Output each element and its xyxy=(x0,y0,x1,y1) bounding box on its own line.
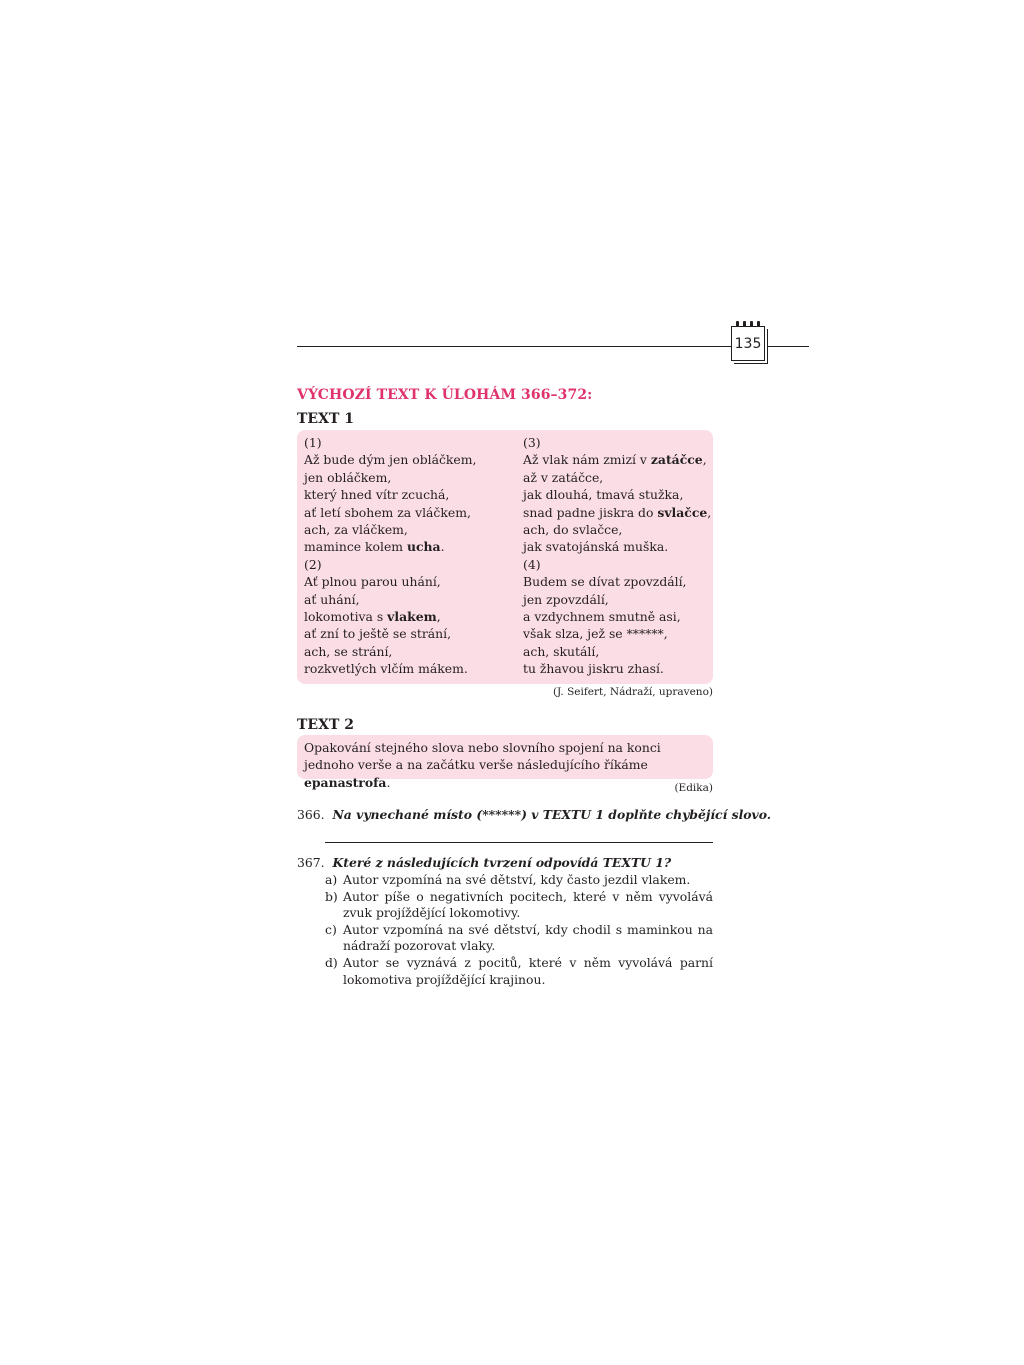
poem-line: jak dlouhá, tmavá stužka, xyxy=(523,487,684,503)
text1-poem-box xyxy=(297,430,713,684)
poem-line: Budem se dívat zpovzdálí, xyxy=(523,574,687,590)
poem-line: Ať plnou parou uhání, xyxy=(304,574,441,590)
poem-line: až v zatáčce, xyxy=(523,469,604,485)
poem-line: ať uhání, xyxy=(304,591,360,607)
answer-option-d[interactable] xyxy=(325,955,713,988)
bold-term: epanastrofa xyxy=(304,774,387,790)
poem-right-column xyxy=(523,434,711,678)
text2-source: (Edika) xyxy=(674,782,713,794)
page-number: 135 xyxy=(731,326,765,361)
bold-word: zatáčce xyxy=(650,452,703,468)
option-text: Autor se vyznává z pocitů, které v něm vyvolává parní lokomotiva projíždějící krajinou. xyxy=(343,954,713,987)
task-question: Které z následujících tvrzení odpovídá TEXTU 1? xyxy=(332,855,672,870)
task-367 xyxy=(297,854,671,871)
poem-line: jak svatojánská muška. xyxy=(523,539,669,555)
option-letter: d) xyxy=(325,954,338,970)
poem-line: ach, za vláčkem, xyxy=(304,522,408,538)
poem-line: ach, skutálí, xyxy=(523,643,600,659)
stanza-number: (2) xyxy=(304,556,322,572)
task-number: 367. xyxy=(297,855,325,870)
poem-line: ach, do svlačce, xyxy=(523,522,623,538)
poem-line: rozkvetlých vlčím mákem. xyxy=(304,661,468,677)
answer-option-b[interactable] xyxy=(325,889,713,922)
poem-line: a vzdychnem smutně asi, xyxy=(523,609,681,625)
bold-word: svlačce xyxy=(657,504,708,520)
option-letter: b) xyxy=(325,888,338,904)
poem-line: však slza, jež se ******, xyxy=(523,626,668,642)
bold-word: ucha xyxy=(407,539,441,555)
stanza-number: (1) xyxy=(304,435,322,450)
poem-line: jen zpovzdálí, xyxy=(523,591,609,607)
answer-options xyxy=(325,872,713,988)
poem-line: ať zní to ještě se strání, xyxy=(304,626,452,642)
task-366 xyxy=(297,806,771,823)
poem-line: ať letí sbohem za vláčkem, xyxy=(304,504,471,520)
stanza-number: (3) xyxy=(523,435,541,450)
stanza-number: (4) xyxy=(523,556,541,572)
poem-left-column xyxy=(304,434,476,678)
text2-label: TEXT 2 xyxy=(297,717,354,733)
answer-option-a[interactable] xyxy=(325,872,713,889)
task-question: Na vynechané místo (******) v TEXTU 1 doplňte chybějící slovo. xyxy=(332,807,772,822)
poem-line: ach, se strání, xyxy=(304,643,393,659)
definition-text: Opakování stejného slova nebo slovního spojení na konci jednoho verše a na začátku verše následujícího říkáme epanastrofa. xyxy=(304,740,661,790)
poem-line: Až vlak nám zmizí v zatáčce, xyxy=(523,452,707,468)
option-letter: a) xyxy=(325,872,338,887)
option-text: Autor vzpomíná na své dětství, kdy chodil s maminkou na nádraží pozorovat vlaky. xyxy=(343,921,713,954)
poem-line: Až bude dým jen obláčkem, xyxy=(304,452,477,468)
text1-label: TEXT 1 xyxy=(297,411,354,427)
task-number: 366. xyxy=(297,807,325,822)
poem-line: mamince kolem ucha. xyxy=(304,539,445,555)
poem-line: lokomotiva s vlakem, xyxy=(304,609,441,625)
text1-source: (J. Seifert, Nádraží, upraveno) xyxy=(552,686,713,698)
bold-word: vlakem xyxy=(387,609,437,625)
option-letter: c) xyxy=(325,921,337,937)
poem-line: jen obláčkem, xyxy=(304,469,392,485)
option-text: Autor píše o negativních pocitech, které v něm vyvolává zvuk projíždějící lokomotivy. xyxy=(343,888,713,921)
section-heading: VÝCHOZÍ TEXT K ÚLOHÁM 366–372: xyxy=(297,387,593,403)
option-text: Autor vzpomíná na své dětství, kdy často jezdil vlakem. xyxy=(343,872,691,887)
answer-option-c[interactable] xyxy=(325,922,713,955)
poem-line: snad padne jiskra do svlačce, xyxy=(523,504,712,520)
answer-line[interactable] xyxy=(325,842,713,843)
poem-line: tu žhavou jiskru zhasí. xyxy=(523,661,664,677)
poem-line: který hned vítr zcuchá, xyxy=(304,487,450,503)
